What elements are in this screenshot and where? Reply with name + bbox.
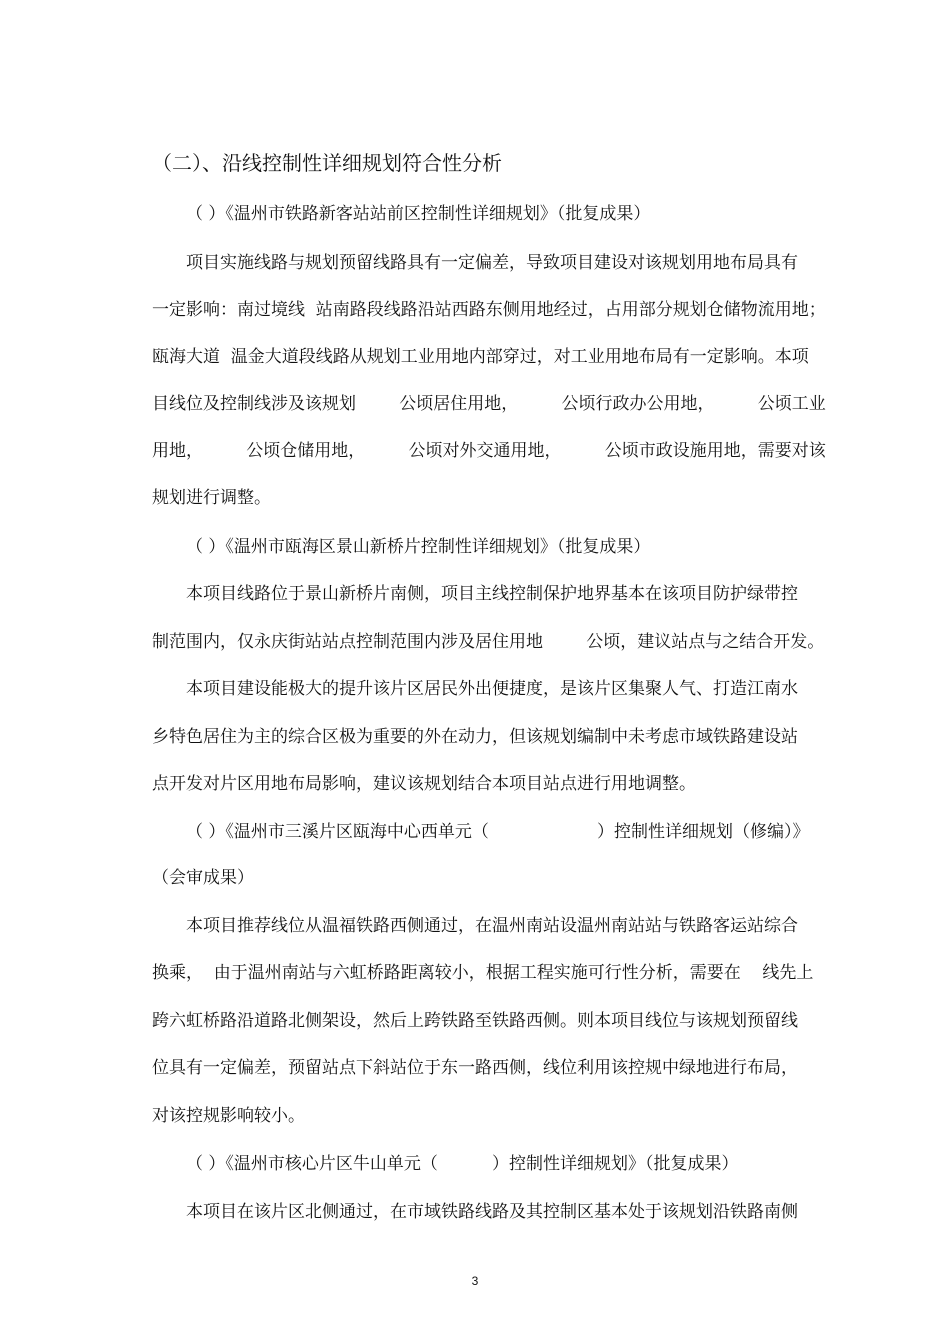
text-line: 目线位及控制线涉及该规划 公顷居住用地， 公顷行政办公用地， 公顷工业 (152, 394, 826, 414)
text-line: 用地， 公顷仓储用地， 公顷对外交通用地， 公顷市政设施用地，需要对该 (152, 441, 826, 461)
text-line: 本项目推荐线位从温福铁路西侧通过，在温州南站设温州南站站与铁路客运站综合 (186, 916, 798, 936)
text-line: 乡特色居住为主的综合区极为重要的外在动力，但该规划编制中未考虑市域铁路建设站 (152, 727, 798, 747)
text-line: （ ）《温州市核心片区牛山单元（ ）控制性详细规划》（批复成果） (186, 1154, 739, 1174)
page-number: 3 (471, 1274, 479, 1288)
text-line: 本项目线路位于景山新桥片南侧，项目主线控制保护地界基本在该项目防护绿带控 (186, 584, 798, 604)
text-line: 换乘， 由于温州南站与六虹桥路距离较小，根据工程实施可行性分析，需要在 线先上 (152, 963, 814, 983)
text-line: 项目实施线路与规划预留线路具有一定偏差，导致项目建设对该规划用地布局具有 (186, 253, 798, 273)
text-line: 制范围内，仅永庆街站站点控制范围内涉及居住用地 公顷，建议站点与之结合开发。 (152, 632, 825, 652)
text-line: 本项目在该片区北侧通过，在市域铁路线路及其控制区基本处于该规划沿铁路南侧 (186, 1202, 798, 1222)
text-line: （ ）《温州市三溪片区瓯海中心西单元（ ）控制性详细规划（修编）》 (186, 822, 810, 842)
text-line: 对该控规影响较小。 (152, 1106, 305, 1126)
section-heading: （二）、沿线控制性详细规划符合性分析 (152, 151, 502, 175)
text-line: 本项目建设能极大的提升该片区居民外出便捷度，是该片区集聚人气、打造江南水 (186, 679, 798, 699)
text-line: 规划进行调整。 (152, 488, 271, 508)
text-line: （ ）《温州市铁路新客站站前区控制性详细规划》（批复成果） (186, 204, 651, 224)
text-line: 跨六虹桥路沿道路北侧架设，然后上跨铁路至铁路西侧。则本项目线位与该规划预留线 (152, 1011, 798, 1031)
text-line: （会审成果） (152, 868, 254, 888)
text-line: 瓯海大道 温金大道段线路从规划工业用地内部穿过，对工业用地布局有一定影响。本项 (152, 347, 809, 367)
text-line: 一定影响：南过境线 站南路段线路沿站西路东侧用地经过，占用部分规划仓储物流用地； (152, 300, 826, 320)
text-line: 位具有一定偏差，预留站点下斜站位于东一路西侧，线位利用该控规中绿地进行布局， (152, 1058, 798, 1078)
text-line: 点开发对片区用地布局影响，建议该规划结合本项目站点进行用地调整。 (152, 774, 696, 794)
text-line: （ ）《温州市瓯海区景山新桥片控制性详细规划》（批复成果） (186, 537, 651, 557)
